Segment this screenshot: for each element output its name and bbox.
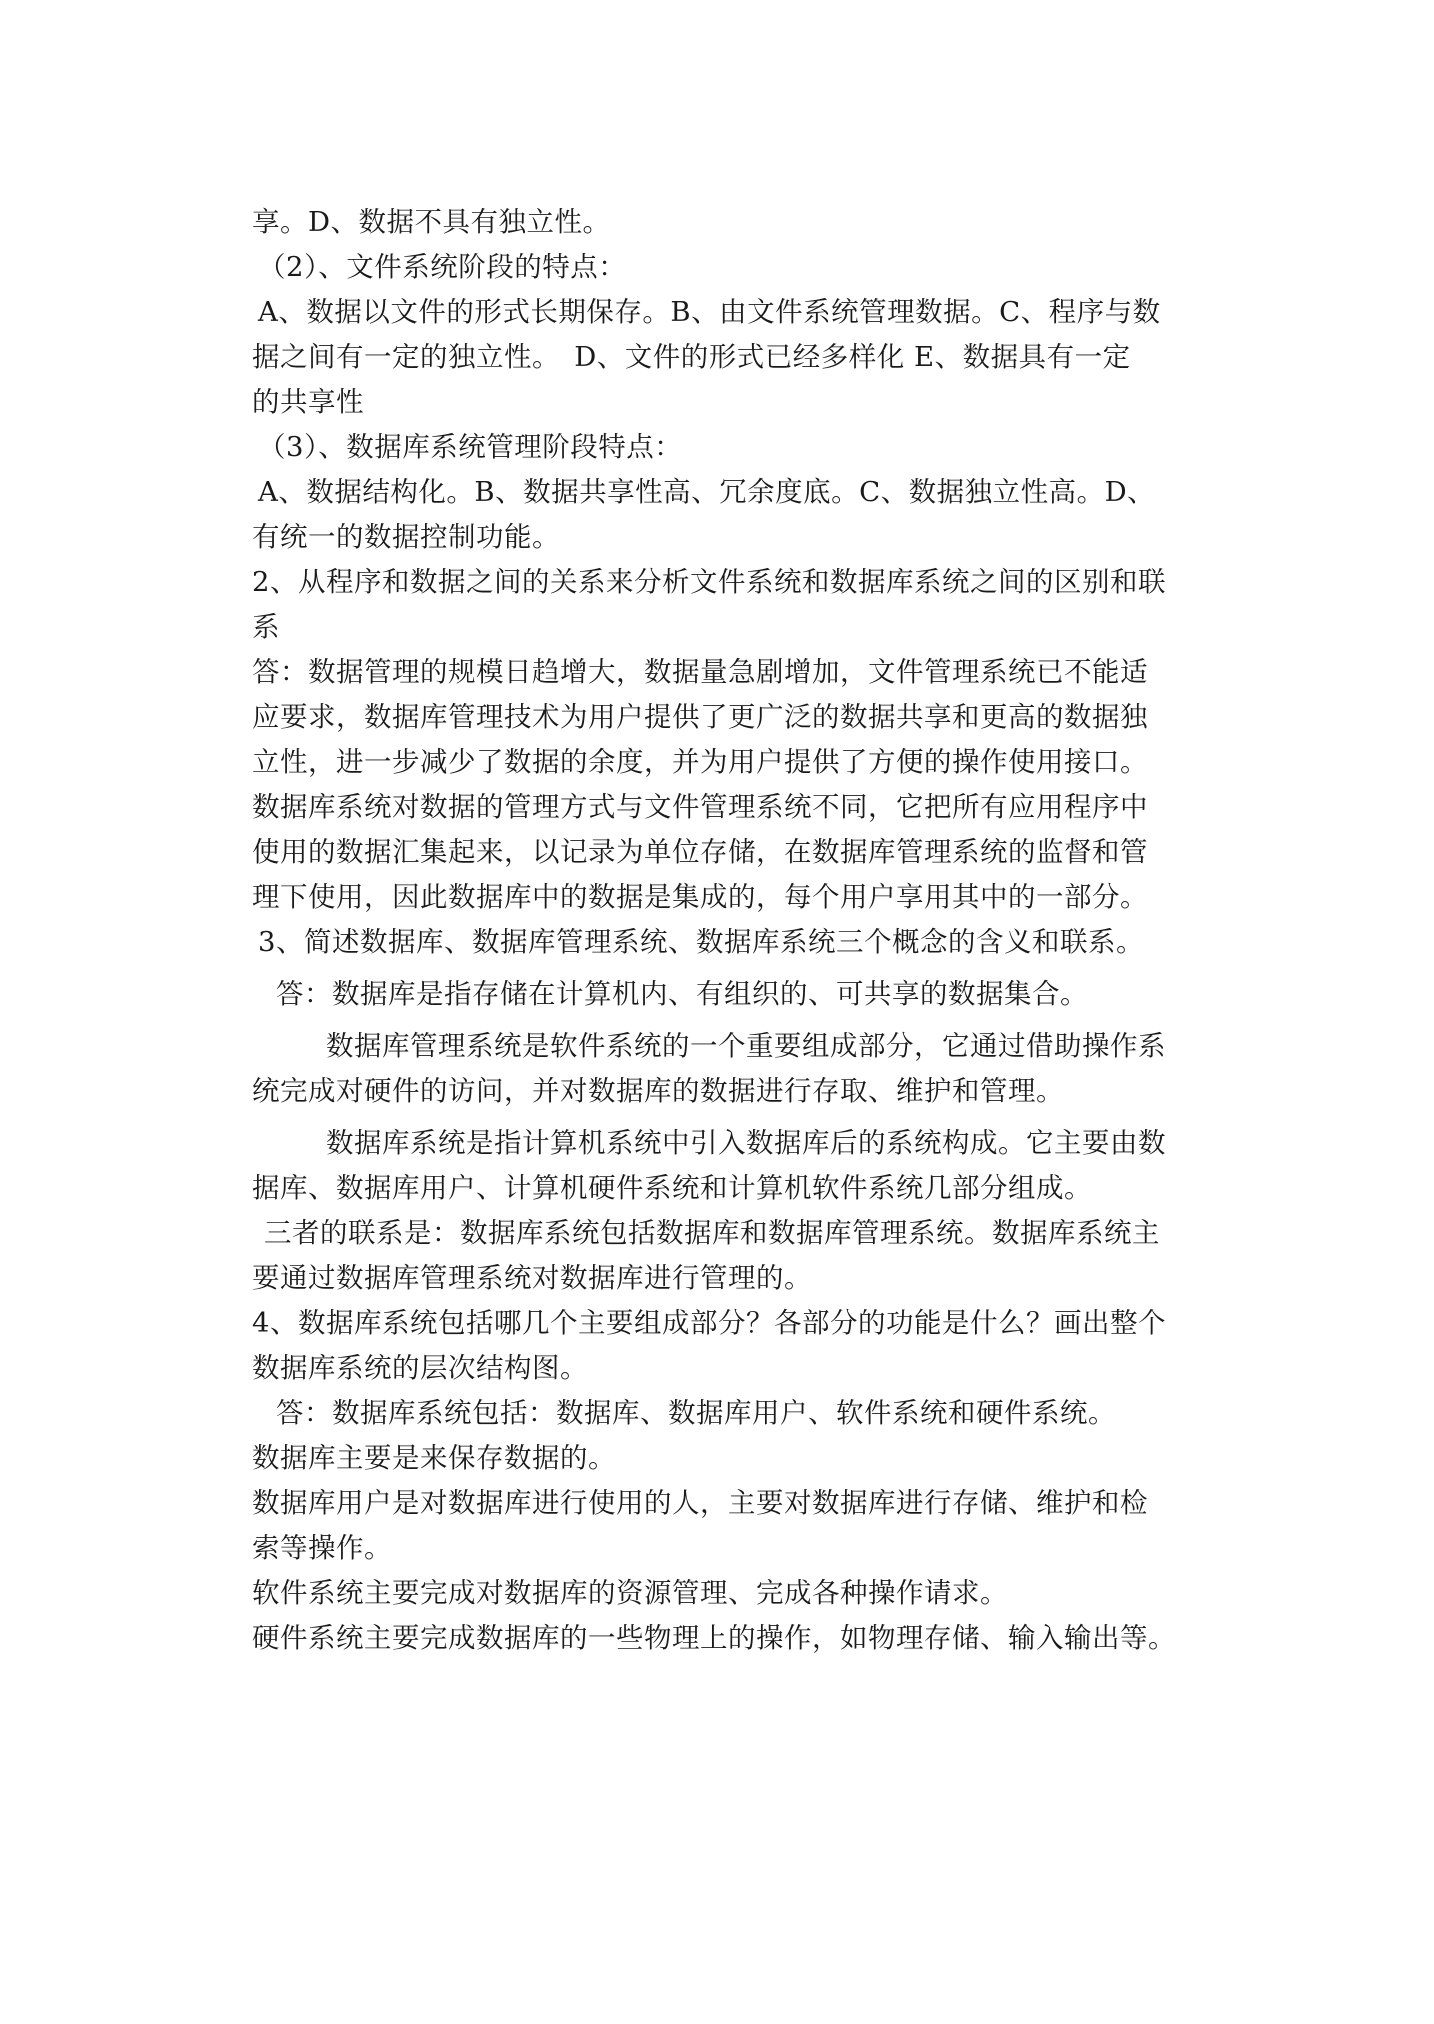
text-line: 数据库系统对数据的管理方式与文件管理系统不同，它把所有应用程序中 [252,791,1148,823]
text-line: 硬件系统主要完成数据库的一些物理上的操作，如物理存储、输入输出等。 [252,1622,1176,1654]
text-line: 数据库主要是来保存数据的。 [252,1442,616,1474]
text-line: 应要求，数据库管理技术为用户提供了更广泛的数据共享和更高的数据独 [252,701,1148,733]
answer-3: 答：数据库是指存储在计算机内、有组织的、可共享的数据集合。 [276,978,1088,1010]
text-line: 系 [252,611,280,643]
text-line: 软件系统主要完成对数据库的资源管理、完成各种操作请求。 [252,1577,1008,1609]
text-line: 数据库管理系统是软件系统的一个重要组成部分，它通过借助操作系 [326,1030,1166,1062]
text-line: 据之间有一定的独立性。 D、文件的形式已经多样化 E、数据具有一定 [252,341,1131,373]
text-line: 数据库系统的层次结构图。 [252,1352,588,1384]
document-body [252,200,1202,1661]
answer-4: 答：数据库系统包括：数据库、数据库用户、软件系统和硬件系统。 [276,1397,1116,1429]
text-line: 要通过数据库管理系统对数据库进行管理的。 [252,1262,812,1294]
text-line: 的共享性 [252,386,364,418]
text-line: 理下使用，因此数据库中的数据是集成的，每个用户享用其中的一部分。 [252,881,1148,913]
section-heading-2: （2）、文件系统阶段的特点： [258,251,627,283]
text-line: A、数据结构化。B、数据共享性高、冗余度底。C、数据独立性高。D、 [258,476,1156,508]
answer-2: 答：数据管理的规模日趋增大，数据量急剧增加，文件管理系统已不能适 [252,656,1148,688]
text-line: 数据库用户是对数据库进行使用的人，主要对数据库进行存储、维护和检 [252,1487,1148,1519]
text-line: 据库、数据库用户、计算机硬件系统和计算机软件系统几部分组成。 [252,1172,1092,1204]
section-heading-3: （3）、数据库系统管理阶段特点： [258,431,683,463]
text-line: 有统一的数据控制功能。 [252,521,560,553]
text-line: 立性，进一步减少了数据的余度，并为用户提供了方便的操作使用接口。 [252,746,1148,778]
text-line: 享。D、数据不具有独立性。 [252,206,611,238]
question-3: 3、简述数据库、数据库管理系统、数据库系统三个概念的含义和联系。 [258,926,1144,958]
text-line: 使用的数据汇集起来，以记录为单位存储，在数据库管理系统的监督和管 [252,836,1148,868]
text-line: 索等操作。 [252,1532,392,1564]
question-2: 2、从程序和数据之间的关系来分析文件系统和数据库系统之间的区别和联 [252,566,1166,598]
text-line: 数据库系统是指计算机系统中引入数据库后的系统构成。它主要由数 [326,1127,1166,1159]
text-line: 统完成对硬件的访问，并对数据库的数据进行存取、维护和管理。 [252,1075,1064,1107]
question-4: 4、数据库系统包括哪几个主要组成部分？各部分的功能是什么？画出整个 [252,1307,1166,1339]
text-line: 三者的联系是：数据库系统包括数据库和数据库管理系统。数据库系统主 [264,1217,1160,1249]
text-line: A、数据以文件的形式长期保存。B、由文件系统管理数据。C、程序与数 [258,296,1161,328]
